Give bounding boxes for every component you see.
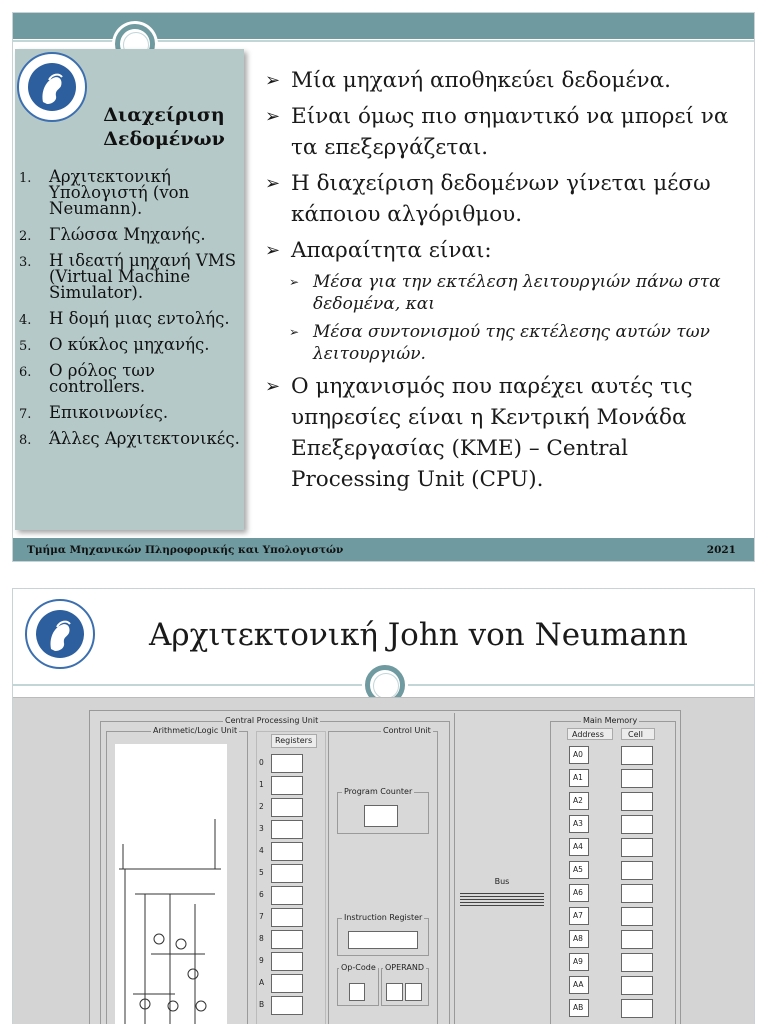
register-field[interactable] [271, 754, 303, 773]
memory-cell[interactable] [621, 999, 653, 1018]
memory-cell[interactable] [621, 930, 653, 949]
register-field[interactable] [271, 776, 303, 795]
simulator-screenshot [13, 697, 754, 1024]
register-number: 1 [259, 780, 264, 789]
sidebar-item-label: Επικοινωνίες. [49, 403, 169, 422]
memory-address: A7 [569, 907, 589, 925]
register-field[interactable] [271, 864, 303, 883]
register-number: 6 [259, 890, 264, 899]
register-number: A [259, 978, 265, 987]
sub-bullet: ➢ Μέσα για την εκτέλεση λειτουργιών πάνω στα δεδομένα, και [265, 271, 747, 315]
memory-cell[interactable] [621, 815, 653, 834]
address-header: Address [567, 728, 613, 740]
footer-year: 2021 [706, 544, 736, 556]
bullet-list [265, 65, 747, 500]
register-field[interactable] [271, 952, 303, 971]
sidebar-item-number: 4. [19, 313, 32, 328]
register-number: B [259, 1000, 265, 1009]
alu-label: Arithmetic/Logic Unit [153, 726, 238, 735]
sidebar-item-number: 8. [19, 433, 32, 448]
bus-divider-left [454, 713, 455, 1024]
memory-address: A6 [569, 884, 589, 902]
bullet: ➢ Μία μηχανή αποθηκεύει δεδομένα. [265, 65, 747, 96]
instruction-register-label: Instruction Register [344, 913, 423, 922]
register-field[interactable] [271, 930, 303, 949]
memory-address: A4 [569, 838, 589, 856]
memory-address: A3 [569, 815, 589, 833]
operand-label: OPERAND [385, 963, 425, 972]
register-number: 8 [259, 934, 264, 943]
sidebar-item-number: 1. [19, 171, 32, 186]
cell-header: Cell [621, 728, 655, 740]
memory-cell[interactable] [621, 976, 653, 995]
registers-group [256, 731, 326, 1024]
operand-group [381, 963, 429, 1006]
register-field[interactable] [271, 798, 303, 817]
memory-cell[interactable] [621, 792, 653, 811]
sidebar-item-label: Ο κύκλος μηχανής. [49, 335, 210, 354]
control-unit-group [328, 726, 438, 1024]
sidebar-item-label: Ο ρόλος των controllers. [49, 361, 155, 396]
memory-address: A2 [569, 792, 589, 810]
sidebar-item [19, 431, 245, 447]
sidebar-topic-list [19, 169, 245, 457]
sub-bullet: ➢ Μέσα συντονισμού της εκτέλεσης αυτών των λειτουργιών. [265, 321, 747, 365]
instruction-register-group [337, 913, 429, 956]
opcode-field[interactable] [349, 983, 365, 1001]
university-logo-icon [17, 52, 87, 122]
memory-address: AB [569, 999, 589, 1017]
main-memory-label: Main Memory [583, 716, 638, 725]
register-field[interactable] [271, 820, 303, 839]
sidebar-item-number: 2. [19, 229, 32, 244]
memory-cell[interactable] [621, 838, 653, 857]
memory-cell[interactable] [621, 907, 653, 926]
slide-data-management [12, 12, 755, 562]
sidebar-item [19, 253, 245, 301]
memory-cell[interactable] [621, 769, 653, 788]
university-logo-icon [25, 599, 95, 669]
memory-address: AA [569, 976, 589, 994]
memory-cell[interactable] [621, 746, 653, 765]
program-counter-group [337, 787, 429, 834]
alu-group [106, 726, 248, 1024]
bullet: ➢ Ο μηχανισμός που παρέχει αυτές τις υπηρεσίες είναι η Κεντρική Μονάδα Επεξεργασίας (ΚΜΕ) – Central Processing Unit (CPU). [265, 371, 747, 495]
slide-von-neumann [12, 588, 755, 1024]
slide-footer [13, 538, 754, 562]
memory-address: A0 [569, 746, 589, 764]
register-number: 3 [259, 824, 264, 833]
opcode-group [337, 963, 379, 1006]
sidebar-item-number: 3. [19, 255, 32, 270]
memory-address: A5 [569, 861, 589, 879]
sidebar-item-number: 7. [19, 407, 32, 422]
register-field[interactable] [271, 842, 303, 861]
program-counter-label: Program Counter [344, 787, 413, 796]
memory-cell[interactable] [621, 861, 653, 880]
register-field[interactable] [271, 974, 303, 993]
bullet: ➢ Είναι όμως πιο σημαντικό να μπορεί να τα επεξεργάζεται. [265, 101, 747, 163]
registers-header: Registers [271, 734, 317, 748]
program-counter-field[interactable] [364, 805, 398, 827]
sidebar-item [19, 363, 245, 395]
sidebar-item-label: Αρχιτεκτονική Υπολογιστή (von Neumann). [49, 167, 190, 218]
memory-address: A9 [569, 953, 589, 971]
bus-label: Bus [494, 877, 510, 886]
sidebar-item [19, 311, 245, 327]
alu-circuit-diagram [115, 744, 227, 1024]
register-number: 0 [259, 758, 264, 767]
sidebar-item [19, 337, 245, 353]
register-number: 5 [259, 868, 264, 877]
sidebar-item [19, 405, 245, 421]
operand-field-1[interactable] [386, 983, 403, 1001]
sidebar-item-label: Η δομή μιας εντολής. [49, 309, 230, 328]
register-field[interactable] [271, 886, 303, 905]
register-number: 9 [259, 956, 264, 965]
register-field[interactable] [271, 996, 303, 1015]
sidebar-panel [15, 49, 244, 530]
sidebar-item [19, 227, 245, 243]
sidebar-item-number: 5. [19, 339, 32, 354]
main-memory-group [550, 716, 676, 1024]
register-number: 4 [259, 846, 264, 855]
sidebar-item-label: Γλώσσα Μηχανής. [49, 225, 206, 244]
bullet: ➢ Απαραίτητα είναι: [265, 235, 747, 266]
sidebar-item-label: Άλλες Αρχιτεκτονικές. [49, 429, 240, 448]
cpu-label: Central Processing Unit [225, 716, 319, 725]
opcode-label: Op-Code [341, 963, 376, 972]
footer-department: Τμήμα Μηχανικών Πληροφορικής και Υπολογιστών [27, 544, 344, 556]
memory-address: A8 [569, 930, 589, 948]
sidebar-item-number: 6. [19, 365, 32, 380]
register-field[interactable] [271, 908, 303, 927]
register-number: 7 [259, 912, 264, 921]
register-number: 2 [259, 802, 264, 811]
instruction-register-field[interactable] [348, 931, 418, 949]
sidebar-item [19, 169, 245, 217]
vms-simulator-window [89, 710, 681, 1024]
operand-field-2[interactable] [405, 983, 422, 1001]
slide-title: Αρχιτεκτονική John von Neumann [149, 617, 688, 653]
bus-lines [460, 893, 544, 907]
memory-cell[interactable] [621, 884, 653, 903]
memory-cell[interactable] [621, 953, 653, 972]
memory-address: A1 [569, 769, 589, 787]
sidebar-title: Διαχείριση Δεδομένων [103, 104, 225, 150]
bullet: ➢ Η διαχείριση δεδομένων γίνεται μέσω κάποιου αλγόριθμου. [265, 168, 747, 230]
control-unit-label: Control Unit [383, 726, 431, 735]
sidebar-item-label: Η ιδεατή μηχανή VMS (Virtual Machine Simulator). [49, 251, 237, 302]
